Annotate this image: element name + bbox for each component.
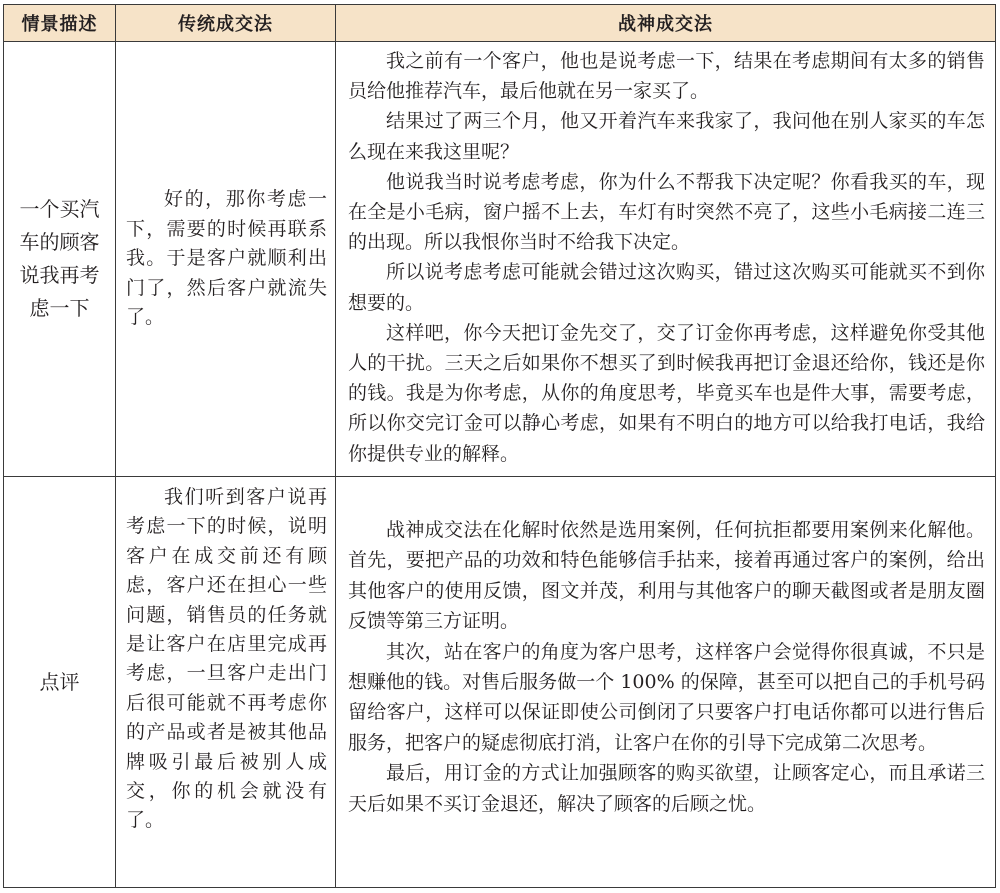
scene-text: 一个买汽车的顾客说我再考虑一下 [19, 197, 100, 320]
traditional-text: 好的，那你考虑一下，需要的时候再联系我。于是客户就顺利出门了，然后客户就流失了。 [126, 188, 327, 329]
zhanshen-cell [336, 42, 996, 477]
paragraph: 这样吧，你今天把订金先交了，交了订金你再考虑，这样避免你受其他人的干扰。三天之后如果你不想买了到时候我再把订金退还给你，钱还是你的钱。我是为你考虑，从你的角度思考，毕竟买车也是件大事，需要考虑，所以你交完订金可以静心考虑，如果有不明白的地方可以给我打电话，我给你提供专业的解释。 [348, 321, 985, 465]
scene-cell [4, 42, 116, 477]
paragraph: 结果过了两三个月，他又开着汽车来我家了，我问他在别人家买的车怎么现在来我这里呢？ [348, 110, 985, 163]
traditional-cell [116, 42, 336, 477]
scene-cell [4, 477, 116, 888]
traditional-text: 我们听到客户说再考虑一下的时候，说明客户在成交前还有顾虑，客户还在担心一些问题，销售员的任务就是让客户在店里完成再考虑，一旦客户走出门后很可能就不再考虑你的产品或者是被其他品牌吸引最后被别人成交，你的机会就没有了。 [126, 486, 327, 832]
zhanshen-cell [336, 477, 996, 888]
comparison-table [3, 4, 996, 888]
paragraph: 最后，用订金的方式让加强顾客的购买欲望，让顾客定心，而且承诺三天后如果不买订金退还，解决了顾客的后顾之忧。 [348, 762, 985, 815]
paragraph: 他说我当时说考虑考虑，你为什么不帮我下决定呢？你看我买的车，现在全是小毛病，窗户摇不上去，车灯有时突然不亮了，这些小毛病接二连三的出现。所以我恨你当时不给我下决定。 [348, 170, 985, 254]
paragraph: 战神成交法在化解时依然是选用案例，任何抗拒都要用案例来化解他。首先，要把产品的功效和特色能够信手拈来，接着再通过客户的案例，给出其他客户的使用反馈，图文并茂，利用与其他客户的聊天截图或者是朋友圈反馈等第三方证明。 [348, 519, 985, 633]
paragraph: 其次，站在客户的角度为客户思考，这样客户会觉得你很真诚，不只是想赚他的钱。对售后服务做一个 100% 的保障，甚至可以把自己的手机号码留给客户，这样可以保证即使公司倒闭了只要客户打电话你都可以进行售后服务，把客户的疑虑彻底打消，让客户在你的引导下完成第二次思考。 [348, 640, 985, 754]
header-row [4, 5, 996, 42]
paragraph: 所以说考虑考虑可能就会错过这次购买，错过这次购买可能就买不到你想要的。 [348, 261, 985, 314]
header-zhanshen: 战神成交法 [336, 5, 996, 42]
traditional-cell [116, 477, 336, 888]
paragraph: 我之前有一个客户，他也是说考虑一下，结果在考虑期间有太多的销售员给他推荐汽车，最后他就在另一家买了。 [348, 50, 985, 103]
header-scene: 情景描述 [4, 5, 116, 42]
scene-text: 点评 [39, 669, 80, 694]
table-row [4, 42, 996, 477]
table-row [4, 477, 996, 888]
header-traditional: 传统成交法 [116, 5, 336, 42]
